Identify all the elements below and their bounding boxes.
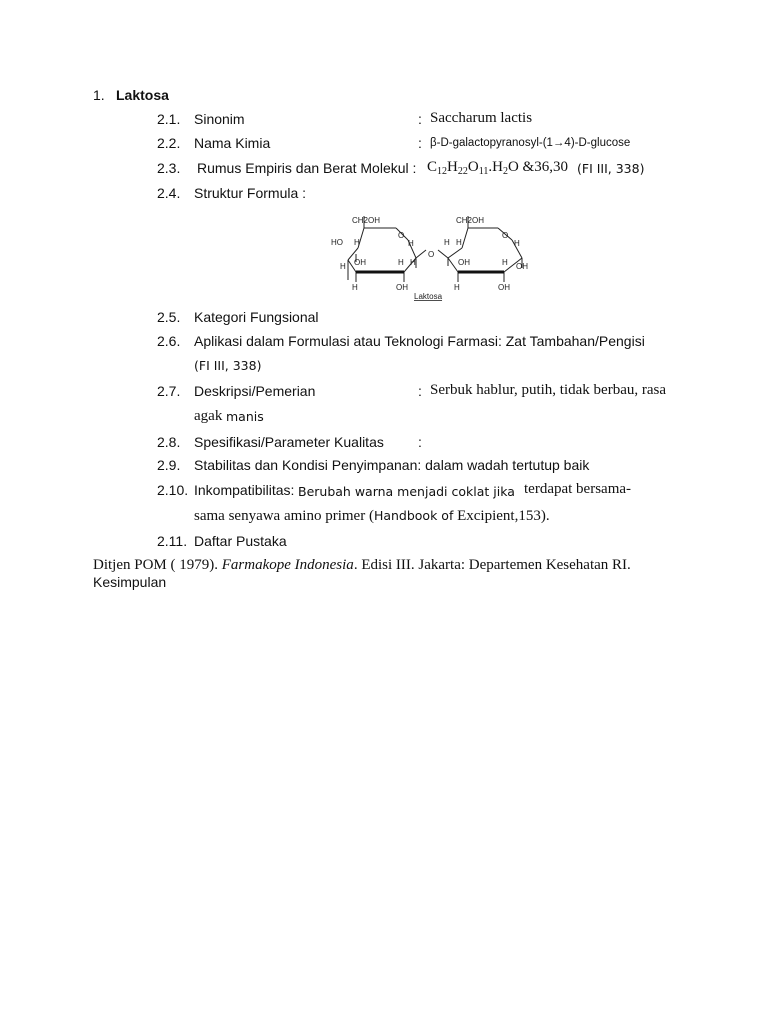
- item-label: Inkompatibilitas:: [194, 482, 295, 498]
- ring-oxygen-right: O: [502, 231, 509, 240]
- item-label: Aplikasi dalam Formulasi atau Teknologi Farmasi: Zat Tambahan/Pengisi: [194, 333, 645, 349]
- item-label: Nama Kimia: [194, 135, 271, 151]
- item-number: 2.3.: [157, 160, 181, 176]
- section-number: 1.: [93, 87, 105, 103]
- conclusion-heading: Kesimpulan: [93, 574, 167, 590]
- h-label: H: [340, 262, 346, 271]
- h-label: H: [456, 238, 462, 247]
- oh-label: OH: [396, 283, 408, 292]
- item-colon: :: [418, 135, 422, 151]
- item-number: 2.11.: [157, 533, 188, 549]
- item-value-cont: agak: [194, 408, 223, 424]
- item-value: Berubah warna menjadi coklat jika: [298, 484, 515, 499]
- h-label: H: [408, 239, 414, 248]
- item-value-cont: sama senyawa amino primer (Handbook of Excipient,153).: [194, 508, 550, 524]
- h-label: H: [354, 238, 360, 247]
- item-label: Sinonim: [194, 111, 245, 127]
- item-label: Kategori Fungsional: [194, 309, 319, 325]
- item-number: 2.2.: [157, 135, 181, 151]
- reference-entry: Ditjen POM ( 1979). Farmakope Indonesia. Edisi III. Jakarta: Departemen Kesehatan RI.: [93, 557, 631, 573]
- item-reference: (FI III, 338): [577, 161, 645, 176]
- h-label: H: [454, 283, 460, 292]
- ch2oh-label-right: CH2OH: [456, 216, 485, 225]
- item-label: Stabilitas dan Kondisi Penyimpanan: dalam wadah tertutup baik: [194, 457, 590, 473]
- item-label: Deskripsi/Pemerian: [194, 383, 316, 399]
- item-label: Struktur Formula :: [194, 185, 307, 201]
- item-value: Saccharum lactis: [430, 110, 533, 126]
- item-value-cont: manis: [226, 409, 264, 424]
- lactose-structure: [326, 210, 536, 305]
- item-number: 2.9.: [157, 457, 181, 473]
- oh-label: OH: [458, 258, 470, 267]
- section-title: Laktosa: [116, 87, 169, 103]
- ring-oxygen-left: O: [398, 231, 405, 240]
- h-label: H: [352, 283, 358, 292]
- h-label: H: [398, 258, 404, 267]
- h-label: H: [444, 238, 450, 247]
- item-value: Serbuk hablur, putih, tidak berbau, rasa: [430, 382, 667, 398]
- item-label: Rumus Empiris dan Berat Molekul :: [197, 160, 417, 176]
- item-label: Spesifikasi/Parameter Kualitas: [194, 434, 384, 450]
- ch2oh-label-left: CH2OH: [352, 216, 381, 225]
- h-label: H: [410, 258, 416, 267]
- ho-label: HO: [331, 238, 343, 247]
- h-label: H: [502, 258, 508, 267]
- item-number: 2.10.: [157, 482, 189, 498]
- item-value: β-D-galactopyranosyl-(1→4)-D-glucose: [430, 137, 631, 149]
- item-number: 2.5.: [157, 309, 181, 325]
- item-number: 2.7.: [157, 383, 181, 399]
- item-colon: :: [418, 111, 422, 127]
- item-number: 2.6.: [157, 333, 181, 349]
- item-reference: (FI III, 338): [194, 358, 262, 373]
- oh-label: OH: [498, 283, 510, 292]
- bridge-oxygen: O: [428, 250, 435, 259]
- oh-label: OH: [354, 258, 366, 267]
- structure-caption: Laktosa: [414, 292, 443, 301]
- item-number: 2.8.: [157, 434, 181, 450]
- molecular-formula: $C_{12}H_{22}O_{11}.H_2O$ &36,30: [427, 159, 568, 177]
- oh-label: OH: [516, 262, 528, 271]
- h-label: H: [514, 239, 520, 248]
- item-colon: :: [418, 383, 422, 399]
- item-colon: :: [418, 434, 422, 450]
- item-label: Daftar Pustaka: [194, 533, 287, 549]
- item-number: 2.4.: [157, 185, 181, 201]
- item-value: terdapat bersama-: [524, 481, 632, 497]
- item-number: 2.1.: [157, 111, 181, 127]
